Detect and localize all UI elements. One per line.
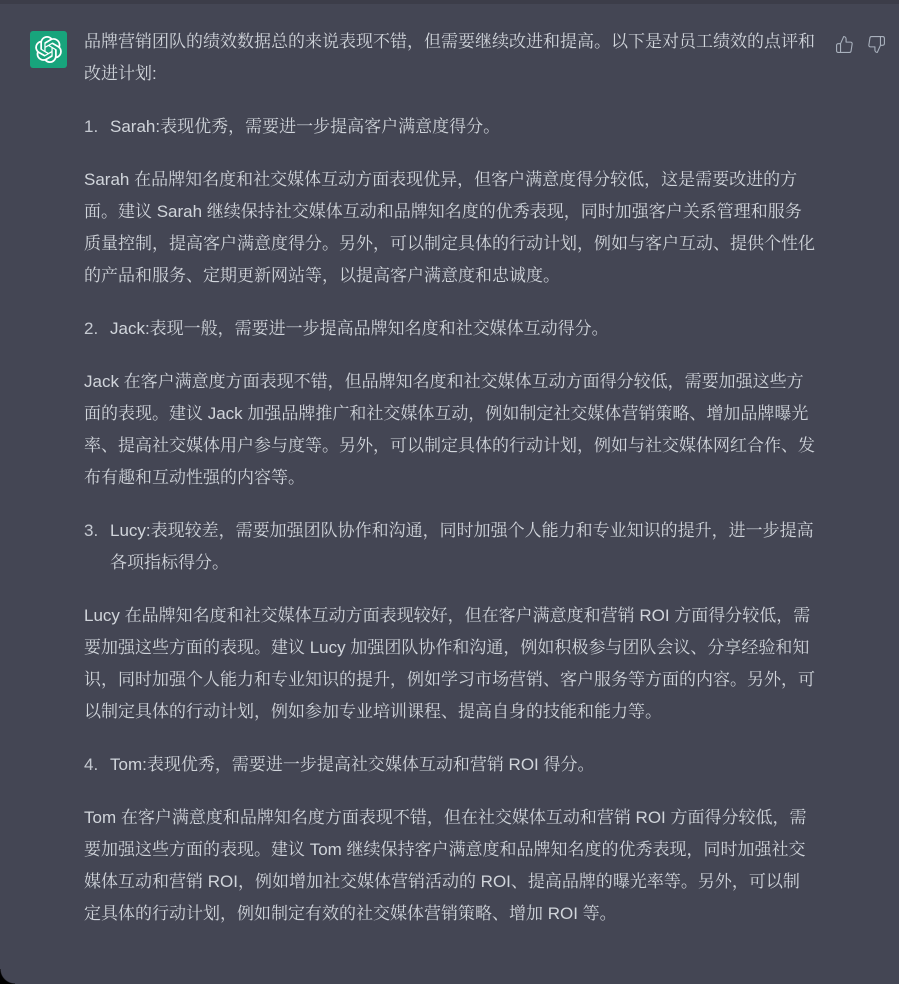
list-item-detail: Tom 在客户满意度和品牌知名度方面表现不错，但在社交媒体互动和营销 ROI 方面得分较低，需要加强这些方面的表现。建议 Tom 继续保持客户满意度和品牌知名度的优秀表现，同时加强社交媒体互动和营销 ROI，例如增加社交媒体营销活动的 ROI、提高品牌的曝光率等。另外，可以制定具体的行动计划，例如制定有效的社交媒体营销策略、增加 ROI 等。 (84, 808, 807, 923)
thumbs-up-icon (835, 35, 854, 54)
list-item-number: 2. (84, 319, 99, 338)
previous-row-divider (0, 0, 899, 4)
list-item-detail: Lucy 在品牌知名度和社交媒体互动方面表现较好，但在客户满意度和营销 ROI 方面得分较低，需要加强这些方面的表现。建议 Lucy 加强团队协作和沟通，例如积极参与团队会议、分享经验和知识，同时加强个人能力和专业知识的提升，例如学习市场营销、客户服务等方面的内容。另外，可以制定具体的行动计划，例如参加专业培训课程、提高自身的技能和能力等。 (84, 606, 815, 721)
list-item (84, 749, 815, 781)
list-item-summary: Sarah:表现优秀，需要进一步提高客户满意度得分。 (110, 117, 501, 136)
list-item-summary: Tom:表现优秀，需要进一步提高社交媒体互动和营销 ROI 得分。 (110, 755, 595, 774)
list-item-summary: Lucy:表现较差，需要加强团队协作和沟通，同时加强个人能力和专业知识的提升，进一步提高各项指标得分。 (110, 521, 814, 572)
list-item-number: 3. (84, 521, 99, 540)
list-item-summary: Jack:表现一般，需要进一步提高品牌知名度和社交媒体互动得分。 (110, 319, 609, 338)
window-corner (0, 969, 15, 984)
intro-paragraph: 品牌营销团队的绩效数据总的来说表现不错，但需要继续改进和提高。以下是对员工绩效的点评和改进计划: (84, 32, 815, 83)
list-item (84, 515, 815, 579)
openai-logo-icon (35, 36, 62, 63)
list-item-detail: Jack 在客户满意度方面表现不错，但品牌知名度和社交媒体互动方面得分较低，需要加强这些方面的表现。建议 Jack 加强品牌推广和社交媒体互动，例如制定社交媒体营销策略、增加品牌曝光率、提高社交媒体用户参与度等。另外，可以制定具体的行动计划，例如与社交媒体网红合作、发布有趣和互动性强的内容等。 (84, 372, 815, 487)
list-item-number: 4. (84, 755, 99, 774)
list-item-detail: Sarah 在品牌知名度和社交媒体互动方面表现优异，但客户满意度得分较低，这是需要改进的方面。建议 Sarah 继续保持社交媒体互动和品牌知名度的优秀表现，同时加强客户关系管理和服务质量控制，提高客户满意度得分。另外，可以制定具体的行动计划，例如与客户互动、提供个性化的产品和服务、定期更新网站等，以提高客户满意度和忠诚度。 (84, 170, 815, 285)
list-item (84, 111, 815, 143)
message-feedback-actions (835, 26, 886, 54)
thumbs-down-button[interactable] (867, 35, 886, 54)
list-item (84, 313, 815, 345)
chatgpt-avatar (30, 31, 67, 68)
message-content (84, 26, 815, 930)
list-item-number: 1. (84, 117, 99, 136)
thumbs-up-button[interactable] (835, 35, 854, 54)
thumbs-down-icon (867, 35, 886, 54)
